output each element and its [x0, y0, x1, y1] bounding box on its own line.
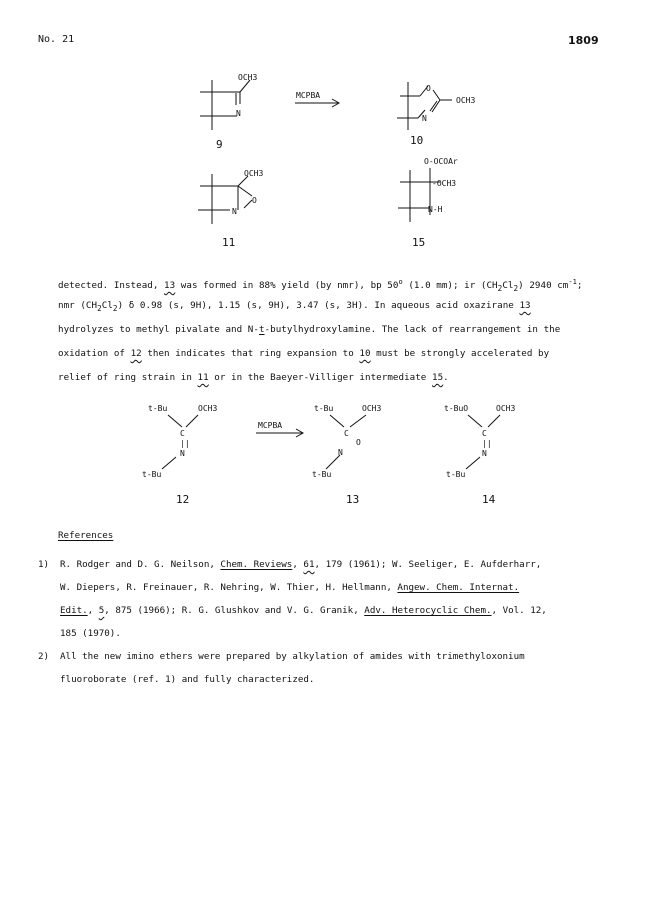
c12-och3: OCH3 — [198, 404, 218, 413]
c11-och3: OCH3 — [244, 169, 264, 178]
c13-och3: OCH3 — [362, 404, 382, 413]
c11-n: N — [232, 207, 237, 216]
c15-top: O-OCOAr — [424, 157, 458, 166]
c13-o: O — [356, 438, 361, 447]
c12-number: 12 — [176, 493, 190, 506]
c14-och3: OCH3 — [496, 404, 516, 413]
c13-number: 13 — [346, 493, 360, 506]
top-reagent: MCPBA — [296, 91, 321, 100]
c14-number: 14 — [482, 493, 496, 506]
c10-o: O — [426, 84, 431, 93]
paragraph-line-1: detected. Instead, 13 was formed in 88% yield (by nmr), bp 50$^o$ (1.0 mm); ir $(CH_2Cl_2)$ 2940 $cm^{-1}$; — [58, 278, 583, 293]
c10-number: 10 — [410, 134, 424, 147]
c13-tbu-top: t-Bu — [314, 404, 334, 413]
scheme-bottom — [0, 395, 672, 515]
c12-tbu-top: t-Bu — [148, 404, 168, 413]
c14-n: N — [482, 449, 487, 458]
c9-number: 9 — [216, 138, 223, 151]
c12-n: N — [180, 449, 185, 458]
c9-n: N — [236, 109, 241, 118]
c12-tbu-bottom: t-Bu — [142, 470, 162, 479]
c14-c: C — [482, 429, 487, 438]
paragraph-line-2: nmr $(CH_2Cl_2)$ δ 0.98 (s, 9H), 1.15 (s, 9H), 3.47 (s, 3H). In aqueous acid oxazirane 13 — [58, 300, 531, 313]
c13-c: C — [344, 429, 349, 438]
compound-9-structure — [200, 80, 250, 130]
paragraph-line-4: oxidation of 12 then indicates that ring expansion to 10 must be strongly accelerated by — [58, 348, 550, 359]
c10-n: N — [422, 114, 427, 123]
c13-n: N — [338, 448, 343, 457]
c13-tbu-bottom: t-Bu — [312, 470, 332, 479]
c10-och3: OCH3 — [456, 96, 476, 105]
scheme-top — [0, 0, 672, 270]
paragraph-line-3: hydrolyzes to methyl pivalate and N-t-butylhydroxylamine. The lack of rearrangement in the — [58, 324, 561, 335]
journal-issue: No. 21 — [38, 34, 75, 45]
c15-och3: -OCH3 — [432, 179, 457, 188]
c15-nh: N-H — [428, 205, 443, 214]
c9-och3: OCH3 — [238, 73, 258, 82]
c15-number: 15 — [412, 236, 426, 249]
reference-1: 1) R. Rodger and D. G. Neilson, Chem. Reviews, 61, 179 (1961); W. Seeliger, E. Aufderharr, W. Diepers, R. Freinauer, R. Nehring, W. Thier, H. Hellmann, Angew. Chem. Internat. Edit., 5, 875 (1966); R. G. Glushkov and V. G. Granik, Adv. Heterocyclic Chem., Vol. 12, 185 (1970). — [38, 559, 547, 639]
compound-11-structure — [198, 174, 252, 224]
reference-2: 2) All the new imino ethers were prepared by alkylation of amides with trimethyloxonium fluoroborate (ref. 1) and fully characterized. — [38, 651, 525, 685]
c14-dbl: || — [482, 439, 492, 448]
references-heading: References — [58, 530, 114, 541]
c14-tbuo-top: t-BuO — [444, 404, 469, 413]
c12-dbl: || — [180, 439, 190, 448]
c11-o: O — [252, 196, 257, 205]
bottom-reagent: MCPBA — [258, 421, 283, 430]
paragraph-line-5: relief of ring strain in 11 or in the Baeyer-Villiger intermediate 15. — [58, 372, 449, 383]
page-number: 1809 — [568, 34, 599, 47]
c14-tbu-bottom: t-Bu — [446, 470, 466, 479]
c12-c: C — [180, 429, 185, 438]
c11-number: 11 — [222, 236, 236, 249]
